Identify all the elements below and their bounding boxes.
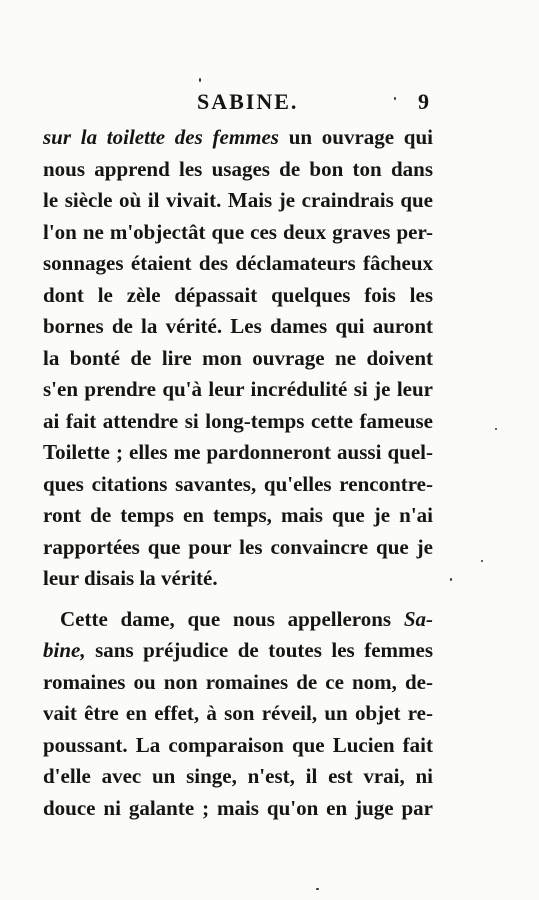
text-line: rapportées que pour les convaincre que je — [43, 534, 433, 559]
italic-phrase: Sa- — [403, 606, 433, 631]
paragraph-2 — [43, 604, 433, 825]
text-line: s'en prendre qu'à leur incrédulité si je leur — [43, 377, 433, 401]
page-number: 9 — [418, 89, 429, 114]
text-line: Toilette ; elles me pardonneront aussi quel- — [43, 440, 433, 464]
text-span: Cette dame, que nous appellerons — [60, 606, 404, 631]
text-line: vait être en effet, à son réveil, un objet re- — [43, 701, 433, 725]
text-line: dont le zèle dépassait quelques fois les — [43, 282, 433, 307]
text-line: l'on ne m'objectât que ces deux graves per- — [43, 219, 433, 244]
text-line: ai fait attendre si long-temps cette fameuse — [43, 408, 433, 433]
body-text — [43, 122, 433, 824]
text-line: la bonté de lire mon ouvrage ne doivent — [43, 345, 433, 370]
running-head — [0, 89, 539, 119]
italic-phrase: bine, — [43, 638, 86, 662]
text-line: leur disais la vérité. — [43, 566, 218, 590]
text-line: poussant. La comparaison que Lucien fait — [43, 732, 433, 757]
text-span: un ouvrage qui — [278, 125, 433, 149]
text-line: le siècle où il vivait. Mais je craindrais que — [43, 188, 433, 212]
text-line: romaines ou non romaines de ce nom, de- — [43, 669, 433, 694]
text-line — [43, 635, 433, 667]
paper-speck — [450, 578, 452, 581]
text-line: douce ni galante ; mais qu'on en juge par — [43, 795, 433, 820]
paragraph-1 — [43, 122, 433, 595]
text-line: sonnages étaient des déclamateurs fâcheux — [43, 251, 433, 275]
paper-speck — [316, 888, 319, 890]
text-line: nous apprend les usages de bon ton dans — [43, 156, 433, 181]
chapter-title: SABINE. — [197, 89, 299, 114]
paper-speck — [495, 428, 497, 430]
text-span: sans préjudice de toutes les femmes — [85, 638, 433, 662]
text-line: bornes de la vérité. Les dames qui auront — [43, 314, 433, 338]
text-line: ques citations savantes, qu'elles rencontre- — [43, 471, 433, 496]
paper-speck — [394, 97, 396, 100]
text-line — [43, 604, 433, 636]
text-line: d'elle avec un singe, n'est, il est vrai, ni — [43, 764, 433, 788]
paper-speck — [199, 78, 201, 82]
text-line: ront de temps en temps, mais que je n'ai — [43, 503, 433, 527]
text-line — [43, 122, 433, 154]
paper-speck — [481, 560, 483, 562]
italic-phrase: sur la toilette des femmes — [43, 125, 279, 149]
paragraph-gap — [43, 595, 433, 604]
